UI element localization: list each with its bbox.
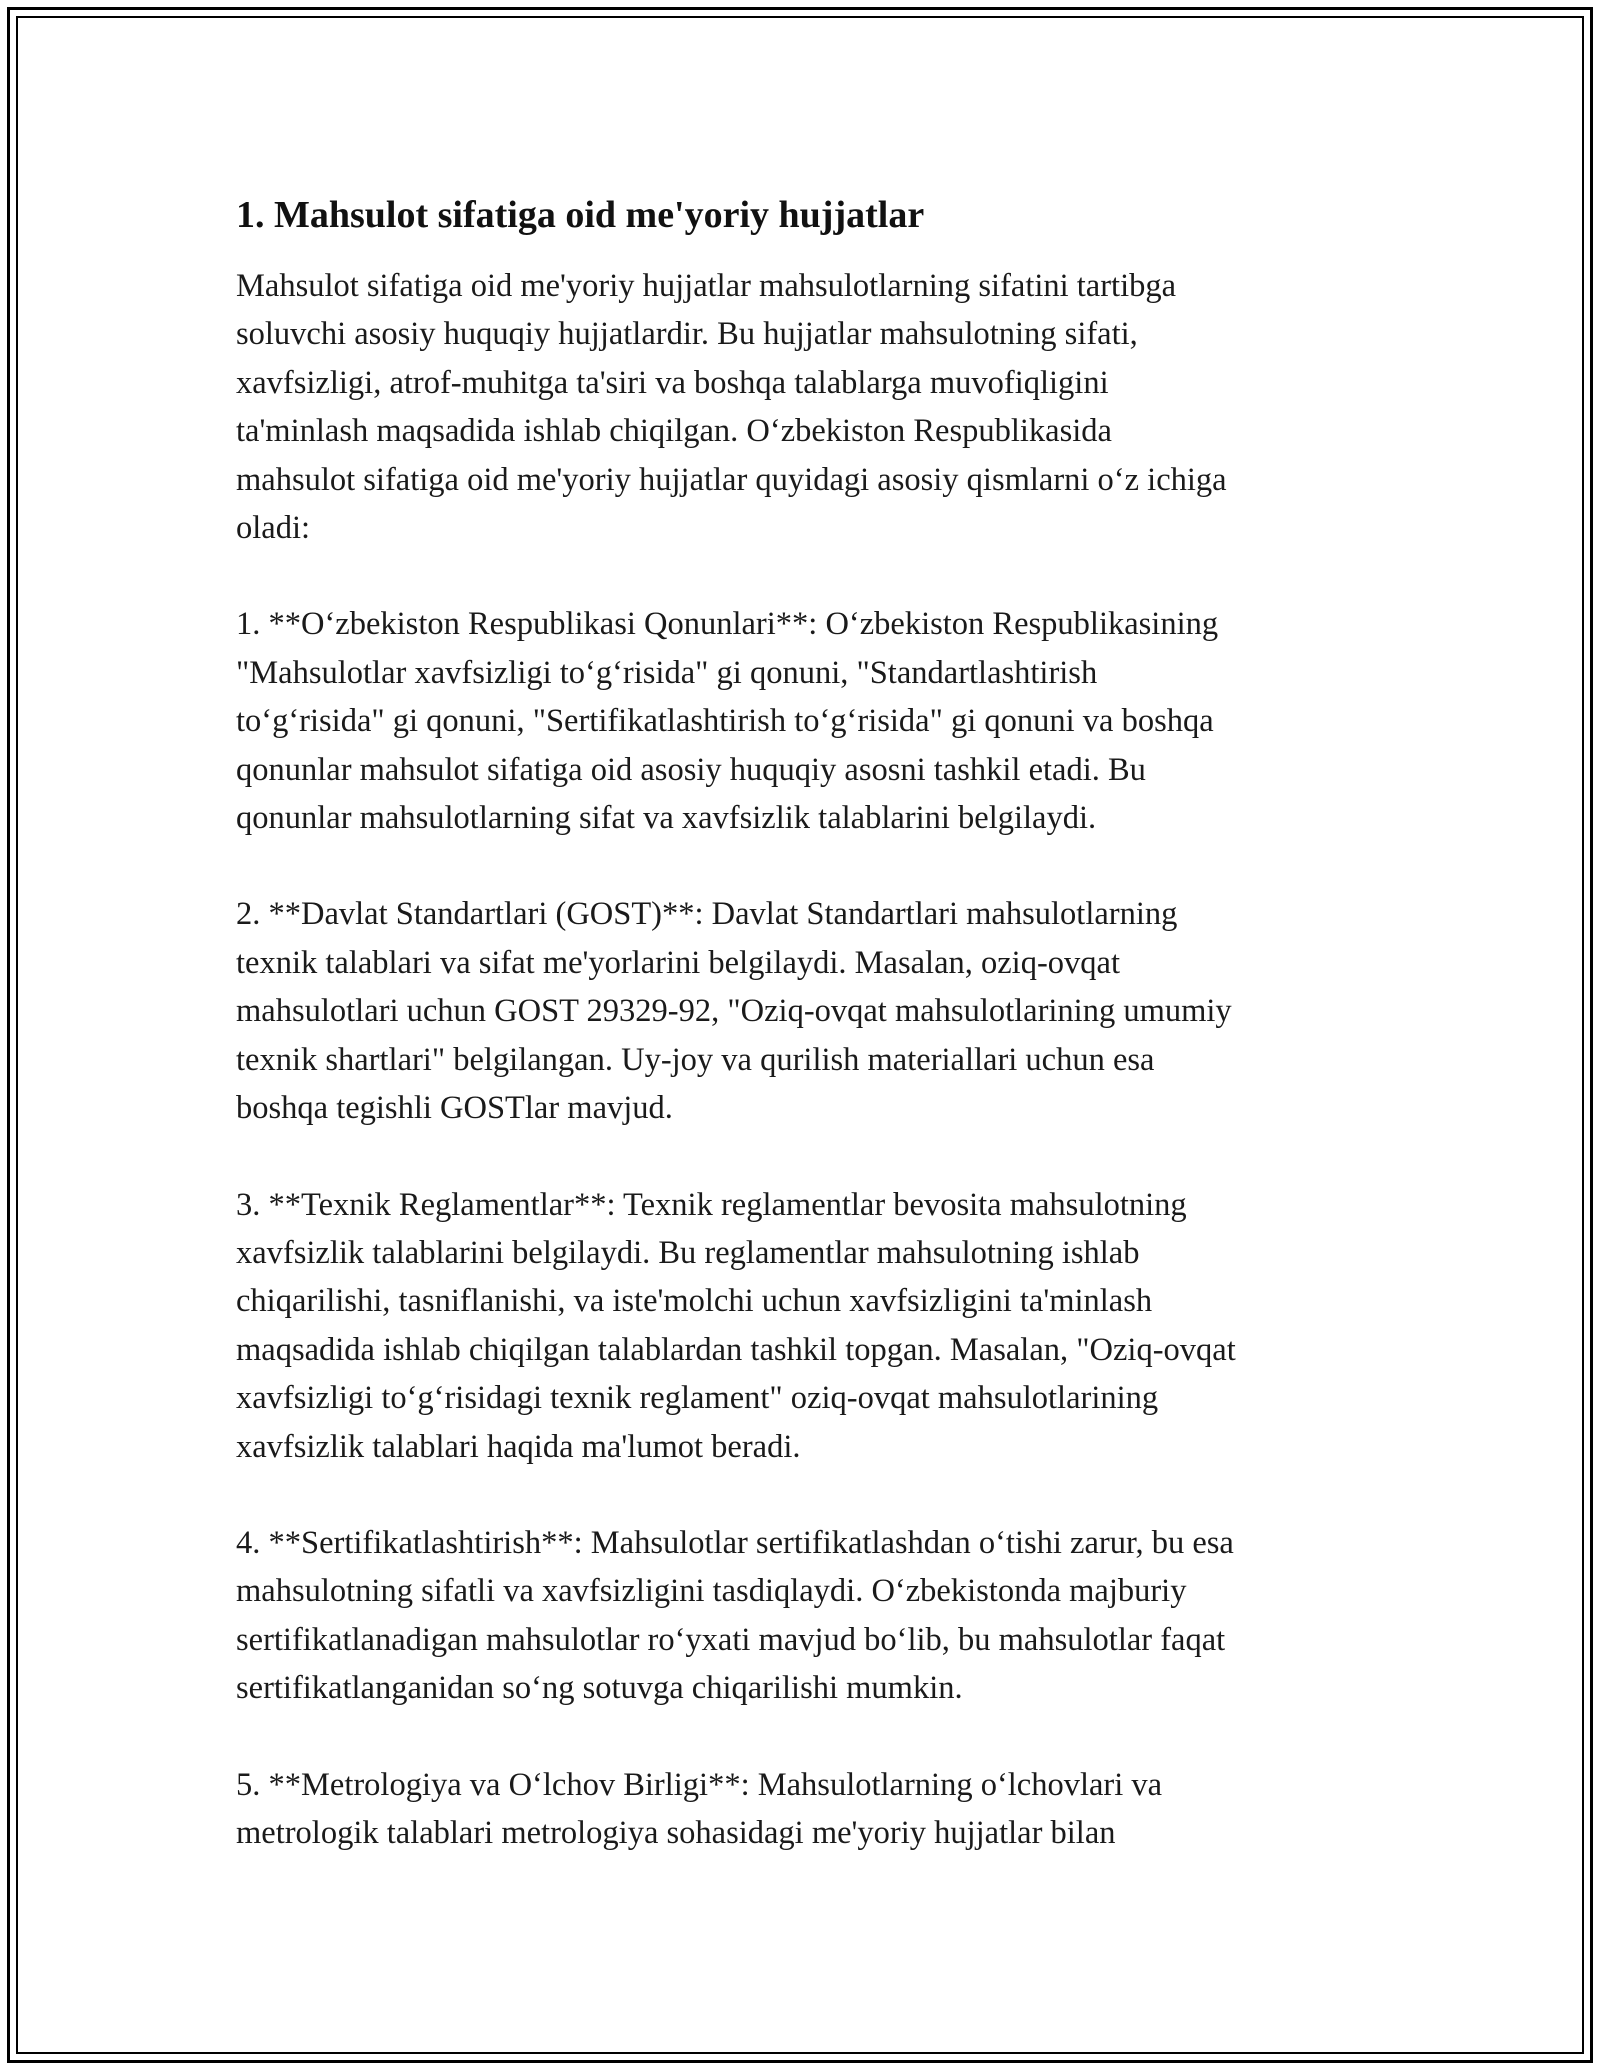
document-body [236, 190, 1376, 1857]
list-item-technical-regulations: 3. **Texnik Reglamentlar**: Texnik reglamentlar bevosita mahsulotning xavfsizlik talablarini belgilaydi. Bu reglamentlar mahsulotning ishlab chiqarilishi, tasniflanishi, va iste'molchi uchun xavfsizligini ta'minlash maqsadida ishlab chiqilgan talablardan tashkil topgan. Masalan, "Oziq-ovqat xavfsizligi to‘g‘risidagi texnik reglament" oziq-ovqat mahsulotlarining xavfsizlik talablari haqida ma'lumot beradi. [236, 1186, 1236, 1465]
list-item-state-standards: 2. **Davlat Standartlari (GOST)**: Davlat Standartlari mahsulotlarning texnik talablari va sifat me'yorlarini belgilaydi. Masalan, oziq-ovqat mahsulotlari uchun GOST 29329-92, "Oziq-ovqat mahsulotlarining umumiy texnik shartlari" belgilangan. Uy-joy va qurilish materiallari uchun esa boshqa tegishli GOSTlar mavjud. [236, 896, 1232, 1127]
list-item-laws: 1. **O‘zbekiston Respublikasi Qonunlari**: O‘zbekiston Respublikasining "Mahsulotlar xavfsizligi to‘g‘risida" gi qonuni, "Standartlashtirish to‘g‘risida" gi qonuni, "Sertifikatlashtirish to‘g‘risida" gi qonuni va boshqa qonunlar mahsulot sifatiga oid asosiy huquqiy asosni tashkil etadi. Bu qonunlar mahsulotlarning sifat va xavfsizlik talablarini belgilaydi. [236, 606, 1219, 837]
document-title: 1. Mahsulot sifatiga oid me'yoriy hujjatlar [236, 194, 925, 236]
intro-paragraph: Mahsulot sifatiga oid me'yoriy hujjatlar mahsulotlarning sifatini tartibga soluvchi asosiy huquqiy hujjatlardir. Bu hujjatlar mahsulotning sifati, xavfsizligi, atrof-muhitga ta'siri va boshqa talablarga muvofiqligini ta'minlash maqsadida ishlab chiqilgan. O‘zbekiston Respublikasida mahsulot sifatiga oid me'yoriy hujjatlar quyidagi asosiy qismlarni o‘z ichiga oladi: [236, 268, 1227, 547]
list-item-certification: 4. **Sertifikatlashtirish**: Mahsulotlar sertifikatlashdan o‘tishi zarur, bu esa mahsulotning sifatli va xavfsizligini tasdiqlaydi. O‘zbekistonda majburiy sertifikatlanadigan mahsulotlar ro‘yxati mavjud bo‘lib, bu mahsulotlar faqat sertifikatlanganidan so‘ng sotuvga chiqarilishi mumkin. [236, 1524, 1234, 1707]
list-item-metrology: 5. **Metrologiya va O‘lchov Birligi**: Mahsulotlarning o‘lchovlari va metrologik talablari metrologiya sohasidagi me'yoriy hujjatlar bilan [236, 1766, 1163, 1851]
